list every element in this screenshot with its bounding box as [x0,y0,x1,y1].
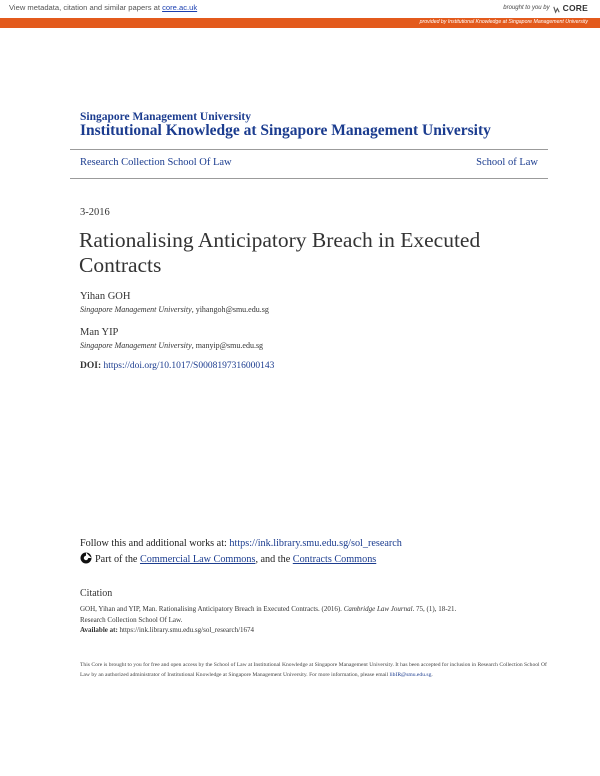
citation-journal: Cambridge Law Journal [343,605,413,613]
divider [70,178,548,179]
citation-collection: Research Collection School Of Law. [80,615,183,624]
follow-label: Follow this and additional works at: [80,538,230,549]
affiliation-institution: Singapore Management University [80,341,192,350]
university-link[interactable]: Singapore Management University [80,111,252,123]
contracts-commons-link[interactable]: Contracts Commons [292,553,377,565]
core-brought-by [503,3,588,13]
footer-end: . [431,672,433,678]
core-logo[interactable]: CORE [562,3,588,13]
provided-by-text[interactable]: provided by Institutional Knowledge at Singapore Management University [419,19,588,25]
author-email: , yihangoh@smu.edu.sg [191,305,269,314]
school-link[interactable]: School of Law [476,157,538,168]
affiliation-institution: Singapore Management University [80,305,192,314]
author-name: Yihan GOH [80,291,131,302]
collection-link[interactable]: Research Collection School Of Law [80,157,232,168]
citation-text: GOH, Yihan and YIP, Man. Rationalising Anticipatory Breach in Executed Contracts. (2016). [80,605,344,613]
author-name: Man YIP [80,327,119,338]
author-email: , manyip@smu.edu.sg [191,341,264,350]
repository-link[interactable]: Institutional Knowledge at Singapore Management University [80,122,491,139]
footer-note [80,660,550,680]
divider [70,149,548,150]
core-metadata-text [9,3,197,12]
available-url: https://ink.library.smu.edu.sg/sol_research/1674 [117,626,255,634]
footer-text: This Core is brought to you for free and open access by the School of Law at Institutional Knowledge at Singapore Management University. It has been accepted for inclusion in Research Collection School Of Law by an authorized administrator of Institutional Knowledge at Singapore Management University. For more information, please email [80,662,547,678]
doi-label: DOI: [80,361,102,371]
author-affiliation [80,305,269,314]
network-commons-icon [80,552,92,564]
doi-link[interactable]: https://doi.org/10.1017/S0008197316000143 [103,361,275,371]
and-the-label: , and the [255,553,291,565]
core-metadata-label: View metadata, citation and similar papers at [9,3,163,12]
commercial-law-commons-link[interactable]: Commercial Law Commons [139,553,256,565]
core-banner [0,0,600,18]
core-logo-icon [552,5,561,14]
part-of-label: Part of the [95,553,138,565]
follow-link[interactable]: https://ink.library.smu.edu.sg/sol_research [229,538,402,549]
brought-by-label: brought to you by [503,5,550,11]
provided-by-bar [0,18,600,28]
citation-details: . 75, (1), 18-21. [412,605,457,613]
core-link[interactable]: core.ac.uk [162,3,198,12]
available-label: Available at: [80,626,118,634]
follow-line [80,538,402,549]
footer-email-link[interactable]: libIR@smu.edu.sg [389,672,432,678]
author-affiliation [80,341,263,350]
paper-title: Rationalising Anticipatory Breach in Executed Contracts [79,228,481,277]
publication-date: 3-2016 [80,207,110,218]
doi-line [80,361,274,371]
part-of-line [80,553,376,565]
citation-body [80,604,550,636]
citation-header: Citation [80,588,113,599]
